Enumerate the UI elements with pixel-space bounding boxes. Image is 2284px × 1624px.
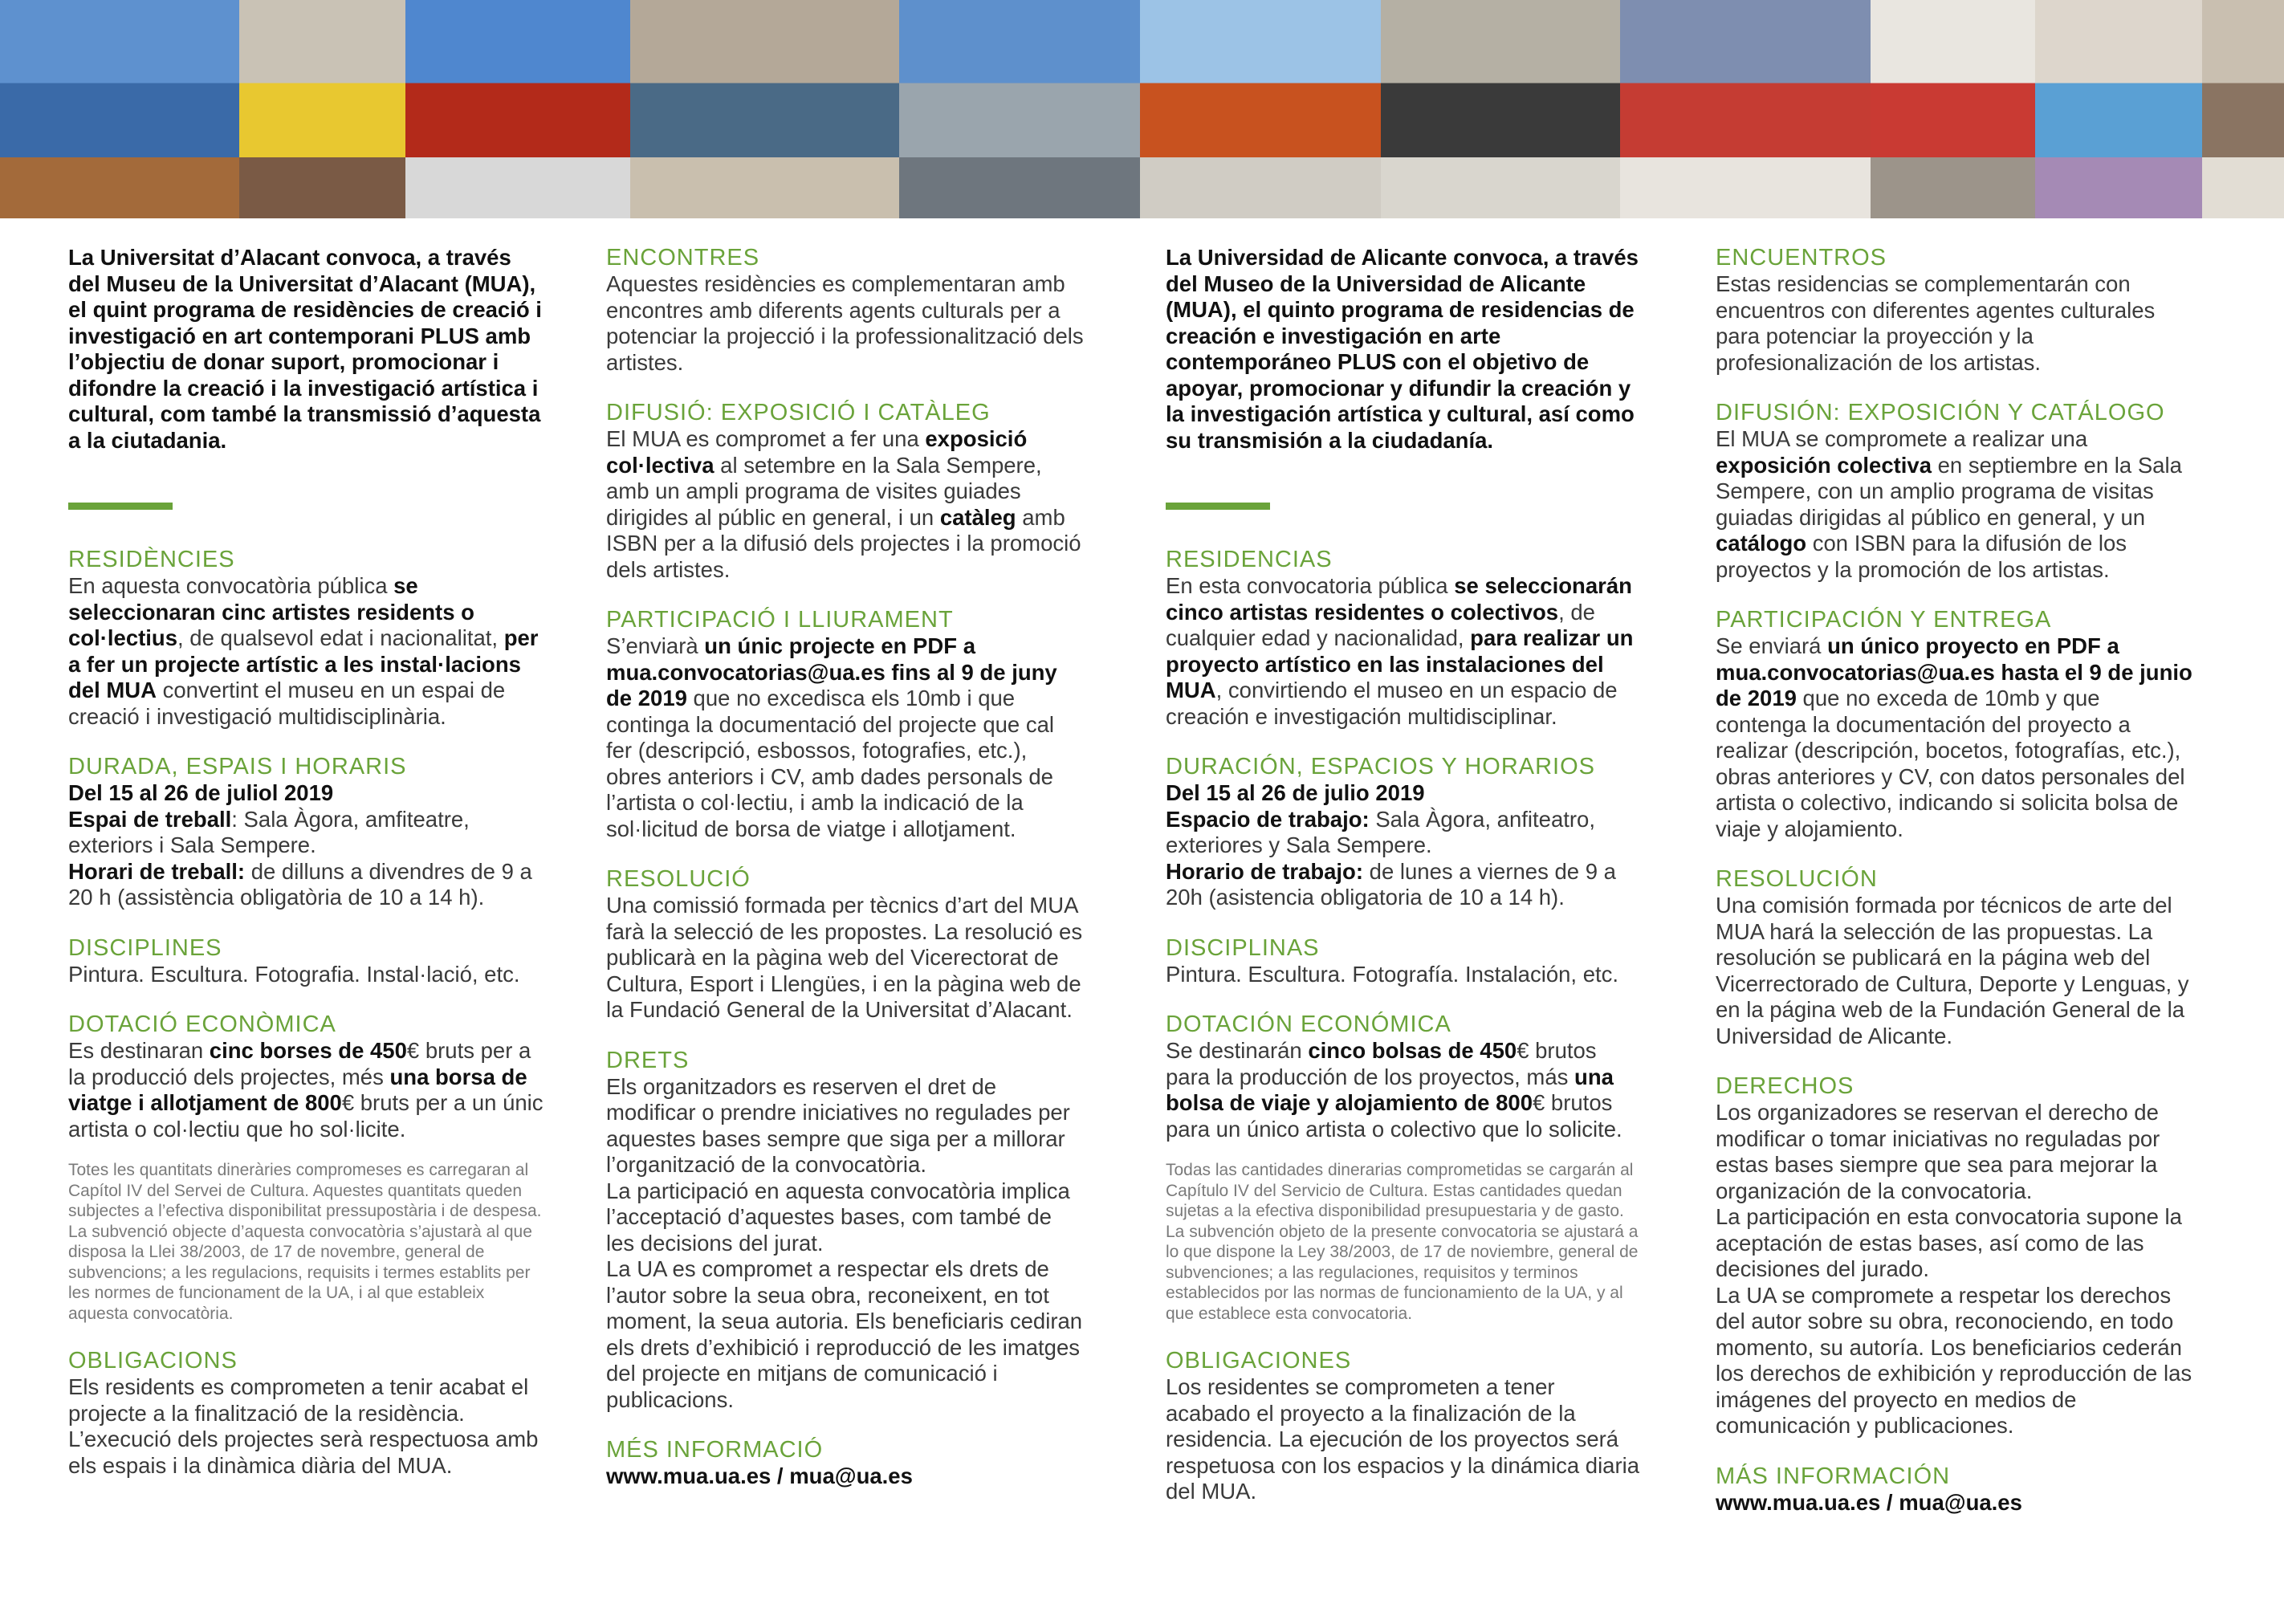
- es-residencies-text: En esta convocatoria pública se seleccionarán cinco artistas residentes o colectivos, de cualquier edad y nacionalidad, para realizar un proyecto artístico en las instalaciones del MUA, convirtiendo el museo en un espacio de creación e investigación multidisciplinar.: [1166, 573, 1634, 729]
- heading-residencies: RESIDÈNCIES: [68, 547, 235, 572]
- es-heading-participation: PARTICIPACIÓN Y ENTREGA: [1716, 607, 2052, 633]
- es-more-info-link[interactable]: www.mua.ua.es / mua@ua.es: [1716, 1489, 2022, 1515]
- es-rights-text-3: La UA se compromete a respetar los derechos del autor sobre su obra, reconociendo, en todo momento, su autoría. Los beneficiarios cederán los derechos de exhibición y reproducción de las imágenes del proyecto en medios de comunicación y publicaciones.: [1716, 1282, 2192, 1438]
- es-participation-text: Se enviará un único proyecto en PDF a mua.convocatorias@ua.es hasta el 9 de junio de 2019 que no exceda de 10mb y que contenga la documentación del proyecto a realizar (descripción, bocetos, fotografías, etc.), obras anteriores y CV, con datos personales del artista o colectivo, indicando si solicita bolsa de viaje y alojamiento.: [1716, 633, 2192, 841]
- rights-text-2: La participació en aquesta convocatòria implica l’acceptació d’aquestes bases, com també de les decisions del jurat.: [606, 1178, 1070, 1256]
- heading-funding: DOTACIÓ ECONÒMICA: [68, 1011, 336, 1037]
- photo-yellow-wall-visitors: [239, 0, 405, 218]
- es-heading-more-info: MÁS INFORMACIÓN: [1716, 1463, 1951, 1489]
- photo-red-wall-sky: [405, 0, 630, 218]
- photo-orange-building: [1140, 0, 1381, 218]
- duration-text: Del 15 al 26 de juliol 2019 Espai de treball: Sala Àgora, amfiteatre, exteriors i Sala Sempere. Horari de treball: de dilluns a divendres de 9 a 20 h (assistència obligatòria de 10 a 14 h).: [68, 780, 532, 910]
- es-heading-dissemination: DIFUSIÓN: EXPOSICIÓN Y CATÁLOGO: [1716, 400, 2165, 425]
- photo-gallery-white: [1871, 0, 2035, 218]
- participation-text: S’enviarà un únic projecte en PDF a mua.convocatorias@ua.es fins al 9 de juny de 2019 que no excedisca els 10mb i que continga la documentació del projecte que cal fer (descripció, esbossos, fotografies, etc.), obres anteriors i CV, amb dades personals de l’artista o col·lectiu, i amb la indicació de la sol·licitud de borsa de viatge i allotjament.: [606, 633, 1057, 841]
- es-intro-text: La Universidad de Alicante convoca, a través del Museo de la Universidad de Alicante (MUA), el quinto programa de residencias de creación e investigación en arte contemporáneo PLUS con el objetivo de apoyar, promocionar y difundir la creación y la investigación artística y cultural, así como su transmisión a la ciudadanía.: [1166, 245, 1639, 453]
- es-heading-obligations: OBLIGACIONES: [1166, 1348, 1352, 1374]
- photo-grey-building: [899, 0, 1140, 218]
- es-resolution-text: Una comisión formada por técnicos de arte del MUA hará la selección de las propuestas. La resolución se publicará en la página web del Vicerrectorado de Cultura, Deporte y Lenguas, y en la página web de la Fundación General de la Universidad de Alicante.: [1716, 893, 2189, 1048]
- dissemination-text: El MUA es compromet a fer una exposició col·lectiva al setembre en la Sala Sempere, amb un ampli programa de visites guiades dirigides al públic en general, i un catàleg amb ISBN per a la difusió dels projectes i la promoció dels artistes.: [606, 426, 1081, 582]
- heading-resolution: RESOLUCIÓ: [606, 866, 751, 892]
- photo-gallery-colorful: [1620, 0, 1871, 218]
- es-dissemination-text: El MUA se compromete a realizar una exposición colectiva en septiembre en la Sala Sempere, con un amplio programa de visitas guiadas dirigidas al público en general, y un catálogo con ISBN para la difusión de los proyectos y la promoción de los artistas.: [1716, 426, 2182, 582]
- es-heading-duration: DURACIÓN, ESPACIOS Y HORARIOS: [1166, 754, 1595, 779]
- es-heading-meetings: ENCUENTROS: [1716, 245, 1887, 271]
- es-disciplines-text: Pintura. Escultura. Fotografía. Instalación, etc.: [1166, 961, 1619, 987]
- meetings-text: Aquestes residències es complementaran amb encontres amb diferents agents culturals per a potenciar la projecció i la professionalització dels artistes.: [606, 271, 1084, 375]
- es-duration-text: Del 15 al 26 de julio 2019 Espacio de trabajo: Sala Àgora, anfiteatro, exteriores y Sala Sempere. Horario de trabajo: de lunes a viernes de 9 a 20h (asistencia obligatoria de 10 a 14 h).: [1166, 780, 1616, 910]
- funding-note-1: Totes les quantitats dineràries compromeses es carregaran al Capítol IV del Servei de Cultura. Aquestes quantitats queden subjectes a l’efectiva disponibilitat pressupostària i de despesa.: [68, 1161, 542, 1220]
- es-accent-divider: [1166, 503, 1270, 510]
- es-heading-funding: DOTACIÓN ECONÓMICA: [1166, 1011, 1451, 1037]
- column-2: [606, 245, 1084, 1490]
- photo-building-water: [0, 0, 239, 218]
- heading-dissemination: DIFUSIÓ: EXPOSICIÓ I CATÀLEG: [606, 400, 991, 425]
- obligations-text: Els residents es comprometen a tenir acabat el projecte a la finalització de la residència. L’execució dels projectes serà respectuosa amb els espais i la dinàmica diària del MUA.: [68, 1374, 539, 1478]
- more-info-link[interactable]: www.mua.ua.es / mua@ua.es: [606, 1463, 913, 1488]
- es-obligations-text: Los residentes se comprometen a tener acabado el proyecto a la finalización de la residencia. La ejecución de los proyectos será respetuosa con los espacios y la dinámica diaria del MUA.: [1166, 1374, 1640, 1504]
- funding-note-2: La subvenció objecte d’aquesta convocatòria s’ajustarà al que disposa la Llei 38/2003, de 17 de novembre, general de subvencions; a les regulacions, requisits i termes establits per les normes de funcionament de la UA, i al que estableix aquesta convocatòria.: [68, 1222, 532, 1323]
- photo-gallery-floor: [2202, 0, 2284, 218]
- intro-text: La Universitat d’Alacant convoca, a través del Museu de la Universitat d’Alacant (MUA), el quint programa de residències de creació i investigació en art contemporani PLUS amb l’objectiu de donar suport, promocionar i difondre la creació i la investigació artística i cultural, com també la transmissió d’aquesta a la ciutadania.: [68, 245, 542, 453]
- heading-duration: DURADA, ESPAIS I HORARIS: [68, 754, 407, 779]
- residencies-text: En aquesta convocatòria pública se seleccionaran cinc artistes residents o col·lectius, de qualsevol edat i nacionalitat, per a fer un projecte artístic a les instal·lacions del MUA convertint el museu en un espai de creació i investigació multidisciplinària.: [68, 573, 539, 729]
- photo-lecture-room: [1381, 0, 1620, 218]
- funding-text: Es destinaran cinc borses de 450€ bruts per a la producció dels projectes, més una borsa de viatge i allotjament de 800€ bruts per a un únic artista o col·lectiu que ho sol·licite.: [68, 1038, 544, 1142]
- heading-more-info: MÉS INFORMACIÓ: [606, 1437, 824, 1463]
- heading-rights: DRETS: [606, 1047, 690, 1073]
- es-funding-text: Se destinarán cinco bolsas de 450€ brutos para la producción de los proyectos, más una bolsa de viaje y alojamiento de 800€ brutos para un único artista o colectivo que lo solicite.: [1166, 1038, 1622, 1142]
- es-meetings-text: Estas residencias se complementarán con encuentros con diferentes agentes culturales para potenciar la proyección y la profesionalización de los artistas.: [1716, 271, 2156, 375]
- heading-obligations: OBLIGACIONS: [68, 1348, 238, 1374]
- photo-workshop: [2035, 0, 2202, 218]
- es-heading-residencies: RESIDENCIAS: [1166, 547, 1333, 572]
- rights-text-1: Els organitzadors es reserven el dret de modificar o prendre iniciatives no regulades per aquestes bases sempre que siga per a millorar l’organització de la convocatòria.: [606, 1073, 1070, 1177]
- column-3: [1166, 245, 1643, 1505]
- rights-text-3: La UA es compromet a respectar els drets de l’autor sobre la seua obra, reconeixent, en tot moment, la seua autoria. Els beneficiaris cediran els drets d’exhibició i reproducció de les imatges del projecte en mitjans de comunicació i publicacions.: [606, 1256, 1083, 1412]
- es-rights-text-1: Los organizadores se reservan el derecho de modificar o tomar iniciativas no reguladas por estas bases siempre que sea para mejorar la organización de la convocatoria.: [1716, 1100, 2160, 1203]
- heading-disciplines: DISCIPLINES: [68, 934, 222, 961]
- disciplines-text: Pintura. Escultura. Fotografia. Instal·lació, etc.: [68, 961, 520, 987]
- heading-participation: PARTICIPACIÓ I LLIURAMENT: [606, 607, 954, 633]
- resolution-text: Una comissió formada per tècnics d’art del MUA farà la selecció de les propostes. La resolució es publicarà en la pàgina web del Vicerectorat de Cultura, Esport i Llengües, i en la pàgina web de la Fundació General de la Universitat d’Alacant.: [606, 893, 1083, 1022]
- es-heading-rights: DERECHOS: [1716, 1073, 1854, 1099]
- photo-strip: [0, 0, 2284, 218]
- accent-divider: [68, 503, 173, 510]
- es-heading-resolution: RESOLUCIÓN: [1716, 866, 1878, 892]
- es-funding-note-1: Todas las cantidades dinerarias comprometidas se cargarán al Capítulo IV del Servicio de Cultura. Estas cantidades quedan sujetas a la efectiva disponibilidad presupuestaria y de gasto.: [1166, 1161, 1634, 1220]
- column-1: [68, 245, 546, 1479]
- column-4: [1716, 245, 2193, 1516]
- es-heading-disciplines: DISCIPLINAS: [1166, 934, 1320, 961]
- es-rights-text-2: La participación en esta convocatoria supone la aceptación de estas bases, así como de las decisiones del jurado.: [1716, 1204, 2182, 1281]
- es-funding-note-2: La subvención objeto de la presente convocatoria se ajustará a lo que dispone la Ley 38/2003, de 17 de noviembre, general de subvenciones; a las regulaciones, requisitos y terminos establecidos por las normas de funcionamiento de la UA, y al que establece esta convocatoria.: [1166, 1222, 1639, 1323]
- photo-artist-studio: [630, 0, 899, 218]
- heading-meetings: ENCONTRES: [606, 245, 760, 271]
